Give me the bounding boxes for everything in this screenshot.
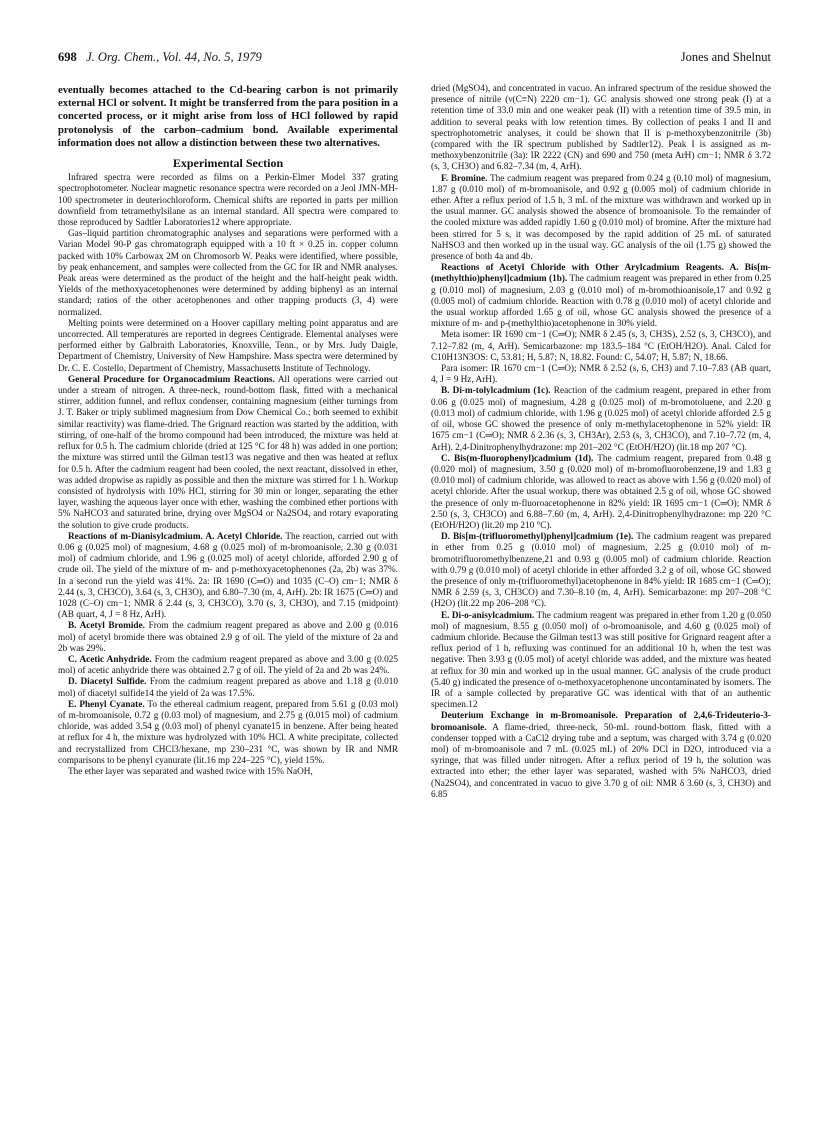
right-column [431,84,771,801]
paragraph-body: To the ethereal cadmium reagent, prepared from 5.61 g (0.03 mol) of m-bromoanisole, 0.72 g (0.03 mol) of magnesium, and 2.75 g (0.015 mol) of cadmium chloride, was added 3.54 g (0.03 mol) of phenyl cyanate15 in benzene. After being heated at reflux for 4 h, the mixture was hydrolyzed with 10% HCl. A white precipitate, collected and recrystallized from CHCl3/hexane, mp 230–231 °C, was shown by IR and NMR comparisons to be phenyl cyanurate (lit.16 mp 224–225 °C), yield 15%. [58,699,399,766]
page-header [58,50,771,70]
paragraph-heading: D. Bis[m-(trifluoromethyl)phenyl]cadmium (1e). [441,532,634,543]
paragraph-body: The cadmium reagent was prepared in ether from 1.20 g (0.050 mol) of magnesium, 8.55 g (0.050 mol) of o-bromoanisole, and 4.60 g (0.025 mol) of cadmium chloride. Because the Gilman test13 was still positive for Grignard reagent after a reflux period of 1 h, refluxing was continued for an additional 10 h, when the test was negative. Then 3.93 g (0.05 mol) of acetyl chloride was added, and the mixture was heated at reflux for 30 min and worked up in the usual manner. GC analysis of the crude product (5.40 g) indicated the presence of o-methoxyacetophenone uncontaminated by isomers. The IR of a sample collected by preparative GC was identical with that of an authentic specimen.12 [431,610,771,711]
paragraph [58,677,398,699]
left-column [58,84,398,778]
header-left [58,50,262,65]
paragraph-heading: B. Acetyl Bromide. [68,621,145,632]
paragraph-body: All operations were carried out under a stream of nitrogen. A three-neck, round-bottom flask, fitted with a mechanical stirrer, addition funnel, and reflux condenser, containing magnesium (either turnings from J. T. Baker or triply sublimed magnesium from Dow Chemical Co.; both seemed to exhibit similar reactivity) was flame-dried. The Grignard reaction was started by the addition, with stirring, of one-half of the bromo compound had been introduced, the mixture was held at reflux for 0.5 h. The cadmium chloride (dried at 125 °C for 48 h) was added in one portion; the mixture was stirred until the Gilman test13 was negative and then was heated at reflux for 0.5 h. After the cadmium reagent had been cooled, the next reactant, dissolved in ether, was added dropwise as rapidly as possible and then the mixture was stirred for 1 h. Workup consisted of hydrolysis with 10% HCl, stirring for 30 min or longer, separating the ether layer, washing the aqueous layer once with ether, washing the combined ether portions with 5% NaHCO3 and saturated brine, drying over MgSO4 or Na2SO4, and rotary evaporating the solution to give crude products. [58,374,398,531]
paragraph-body: The cadmium reagent was prepared in ether from 0.25 g (0.010 mol) of magnesium, 2.25 g (0.010 mol) of m-bromotrifluoromethylbenzene,21 and 0.93 g (0.005 mol) of cadmium chloride. Reaction with 0.79 g (0.010 mol) of acetyl chloride in ether afforded 3.2 g of oil, whose GC showed the presence of only m-(trifluoromethyl)acetophenone in 84% yield: IR 1685 cm−1 (C═O); NMR δ 2.59 (s, 3, CH3CO) and 7.30–8.10 (m, 4, ArH). Semicarbazone: mp 207–208 °C (H2O) (lit.22 mp 206–208 °C). [431,532,771,610]
paragraph: The ether layer was separated and washed twice with 15% NaOH, [68,766,313,777]
paragraph: Gas–liquid partition chromatographic analyses and separations were performed with a Varian Model 90-P gas chromatograph equipped with a 10 ft × 0.25 in. copper column packed with 10% Carbowax 2M on Chromosorb W. Peaks were identified, where possible, by peak enhancement, and samples were collected from the GC for IR and NMR analyses. Peak areas were determined as the product of the height and the half-height peak width. Yields of the methoxyacetophenones were determined by adding biphenyl as an internal standard; ratios of the other acetophenones and other trapping products (3, 4) were normalized. [58,229,398,318]
paragraph-heading: E. Di-o-anisylcadmium. [441,610,535,621]
paragraph [431,386,771,453]
paragraph [58,375,398,532]
section-title: Experimental Section [172,156,284,171]
paragraph-body: The cadmium reagent was prepared from 0.24 g (0.10 mol) of magnesium, 1.87 g (0.010 mol) of m-bromoanisole, and 0.92 g (0.005 mol) of cadmium chloride in ether. After a reflux period of 1.5 h, 3 mL of the mixture was withdrawn and worked up in the usual manner. GC analysis showed the absence of bromoanisole. To the remainder of the cooled mixture was added rapidly 1.60 g (0.010 mol) of bromine. After the mixture had been stirred for 5 s, it was decomposed by the rapid addition of 25 mL of saturated NaHSO3 and then worked up in the usual way. GC analysis of the oil (1.75 g) showed the presence of both 4a and 4b. [431,173,771,263]
paragraph: Infrared spectra were recorded as films on a Perkin-Elmer Model 337 grating spectrophotometer. Nuclear magnetic resonance spectra were recorded on a Jeol JMN-MH-100 spectrometer in deuteriochloroform. Chemical shifts are reported in parts per million downfield from tetramethylsilane as an internal standard. All spectra were compared to those reproduced by Sadtler Laboratories12 where appropriate. [58,173,398,229]
paragraph-body: The cadmium reagent, prepared from 0.48 g (0.020 mol) of magnesium, 3.50 g (0.020 mol) of m-bromofluorobenzene,19 and 1.83 g (0.010 mol) of cadmium chloride, was allowed to react as above with 1.56 g (0.020 mol) of acetyl chloride. After the usual workup, there was obtained 2.5 g of oil, whose GC showed the presence of only m-fluoroacetophenone in 82% yield: IR 1695 cm−1 (C═O); NMR δ 2.50 (s, 3, CH3CO) and 6.88–7.60 (m, 4, ArH). 2,4-Dinitrophenylhydrazone: mp 220 °C (EtOH/H2O) (lit.20 mp 210 °C). [431,453,771,531]
paragraph-body: From the cadmium reagent prepared as above and 2.00 g (0.016 mol) of acetyl bromide there was obtained 2.9 g of oil. The yield of the mixture of 2a and 2b was 29%. [58,621,398,654]
paragraph-heading: E. Phenyl Cyanate. [68,699,145,710]
running-authors: Jones and Shelnut [680,50,771,64]
paragraph-heading: Deuterium Exchange in m-Bromoanisole. Preparation of 2,4,6-Trideuterio-3-bromoanisole. [431,711,771,733]
paragraph-body: A flame-dried, three-neck, 50-mL round-bottom flask, fitted with a condenser topped with a CaCl2 drying tube and a septum, was charged with 3.74 g (0.020 mol) of m-bromoanisole and 7 mL (0.025 mL) of 20% DCl in D2O, introduced via a syringe, that was filled under nitrogen. After a reflux period of 19 h, the solution was extracted into ether; the ether layer was separated, washed with 5% NaHCO3, dried (Na2SO4), and concentrated in vacuo to give 3.70 g of oil: NMR δ 3.60 (s, 3, CH3O) and 6.85 [431,722,771,800]
paragraph-body: From the cadmium reagent prepared as above and 3.00 g (0.025 mol) of acetic anhydride there was obtained 2.7 g of oil. The yield of 2a and 2b was 24%. [58,654,398,677]
paragraph-heading: Reactions of Acetyl Chloride with Other Arylcadmium Reagents. A. Bis[m-(methylthio)phenyl]cadmium (1b). [431,263,771,285]
paragraph-body: The cadmium reagent was prepared in ether from 0.25 g (0.010 mol) of magnesium, 2.03 g (0.010 mol) of m-bromothioanisole,17 and 0.92 g (0.005 mol) of cadmium chloride. Reaction with 0.78 g (0.010 mol) of acetyl chloride and the usual workup afforded 1.65 g of oil, whose GC analysis showed the presence of a mixture of m- and p-(methylthio)acetophenone in 30% yield. [431,274,771,330]
paragraph-heading: C. Bis(m-fluorophenyl)cadmium (1d). [441,453,594,464]
paragraph-body: The reaction, carried out with 0.06 g (0.025 mol) of magnesium, 4.68 g (0.025 mol) of m-bromoanisole, 2.30 g (0.031 mol) of cadmium chloride, and 1.96 g (0.025 mol) of acetyl chloride, afforded 2.90 g of crude oil. The yield of the mixture of m- and p-methoxyacetophenones (2a, 2b) was 37%. In a second run the yield was 41%. 2a: IR 1690 (C═O) and 1035 (C–O) cm−1; NMR δ 2.44 (s, 3, CH3CO), 3.64 (s, 3, CH3O), and 6.80–7.30 (m, 4, ArH). 2b: IR 1675 (C═O) and 1028 (C–O) cm−1; NMR δ 2.44 (s, 3, CH3CO), 3.70 (s, 3, CH3O), and 7.15 (midpoint) (AB quart, 4, J = 8 Hz, ArH). [58,531,398,621]
paragraph [58,700,398,767]
paragraph-heading: D. Diacetyl Sulfide. [68,677,147,688]
paragraph: dried (MgSO4), and concentrated in vacuo. An infrared spectrum of the residue showed the presence of nitrile (ν(C≡N) 2220 cm−1). GC analysis showed one strong peak (I) at a retention time of 33.0 min and one weaker peak (II) with a retention time of 39.5 min, in addition to several peaks with low retention times. By collection of peaks I and II and spectrophotometric analyses, it could be shown that II is p-methoxybenzonitrile (3b) (compared with the IR spectrum published by Sadtler12). Peak I is assigned as m-methoxybenzonitrile (3a): IR 2222 (CN) and 690 and 750 (meta ArH) cm−1; NMR δ 3.72 (s, 3, CH3O) and 6.82–7.34 (m, 4, ArH). [431,84,771,173]
paragraph-body: From the cadmium reagent prepared as above and 1.18 g (0.010 mol) of diacetyl sulfide14 the yield of 2a was 17.5%. [58,677,398,699]
paragraph [431,711,771,801]
paragraph [58,621,398,655]
paragraph [431,611,771,712]
paragraph-heading: C. Acetic Anhydride. [68,654,152,665]
paragraph-heading: Reactions of m-Dianisylcadmium. A. Acetyl Chloride. [68,531,283,542]
paragraph-heading: General Procedure for Organocadmium Reactions. [68,374,275,385]
intro-paragraph: eventually becomes attached to the Cd-bearing carbon is not primarily external HCl or solvent. It might be transferred from the para position in a concerted process, or it might arise from loss of HCl followed by rapid protonolysis of the carbon–cadmium bond. Available experimental information does not allow a distinction between these two alternatives. [58,85,398,149]
paragraph: Melting points were determined on a Hoover capillary melting point apparatus and are uncorrected. All temperatures are reported in degrees Centigrade. Elemental analyses were performed either by Galbraith Laboratories, Knoxville, Tenn., or by Mrs. Judy Daigle, Department of Chemistry, University of New Hampshire. Mass spectra were determined by Dr. C. E. Costello, Department of Chemistry, Massachusetts Institute of Technology. [58,318,398,374]
paragraph-body: Reaction of the cadmium reagent, prepared in ether from 0.06 g (0.025 mol) of magnesium, 4.28 g (0.025 mol) of m-bromotoluene, and 2.20 g (0.013 mol) of cadmium chloride, with 1.96 g (0.025 mol) of acetyl chloride afforded 2.5 g of oil, whose GC showed the presence of only m-methylacetophenone in 52% yield: IR 1675 cm−1 (C═O); NMR δ 2.36 (s, 3, CH3Ar), 2.53 (s, 3, CH3CO), and 7.10–7.72 (m, 4, ArH). 2,4-Dinitrophenylhydrazone: mp 201–202 °C (EtOH/H2O) (lit.18 mp 207 °C). [431,386,771,453]
paragraph [58,655,398,677]
paragraph [431,454,771,532]
paragraph [58,532,398,622]
journal-citation: J. Org. Chem., Vol. 44, No. 5, 1979 [86,50,262,64]
paragraph [431,532,771,610]
paragraph: Meta isomer: IR 1690 cm−1 (C═O); NMR δ 2.45 (s, 3, CH3S), 2.52 (s, 3, CH3CO), and 7.12–7.82 (m, 4, ArH). Semicarbazone: mp 183.5–184 °C (EtOH/H2O). Anal. Calcd for C10H13N3OS: C, 53.81; H, 5.87; N, 18.82. Found: C, 54.07; H, 5.87; N, 18.66. [431,330,771,363]
page-number: 698 [58,50,77,64]
paragraph-heading: B. Di-m-tolylcadmium (1c). [441,386,551,397]
paragraph: Para isomer: IR 1670 cm−1 (C═O); NMR δ 2.52 (s, 6, CH3) and 7.10–7.83 (AB quart, 4, J = 9 Hz, ArH). [431,364,771,386]
paragraph-heading: F. Bromine. [441,173,488,184]
paragraph [431,263,771,330]
paragraph [431,174,771,264]
